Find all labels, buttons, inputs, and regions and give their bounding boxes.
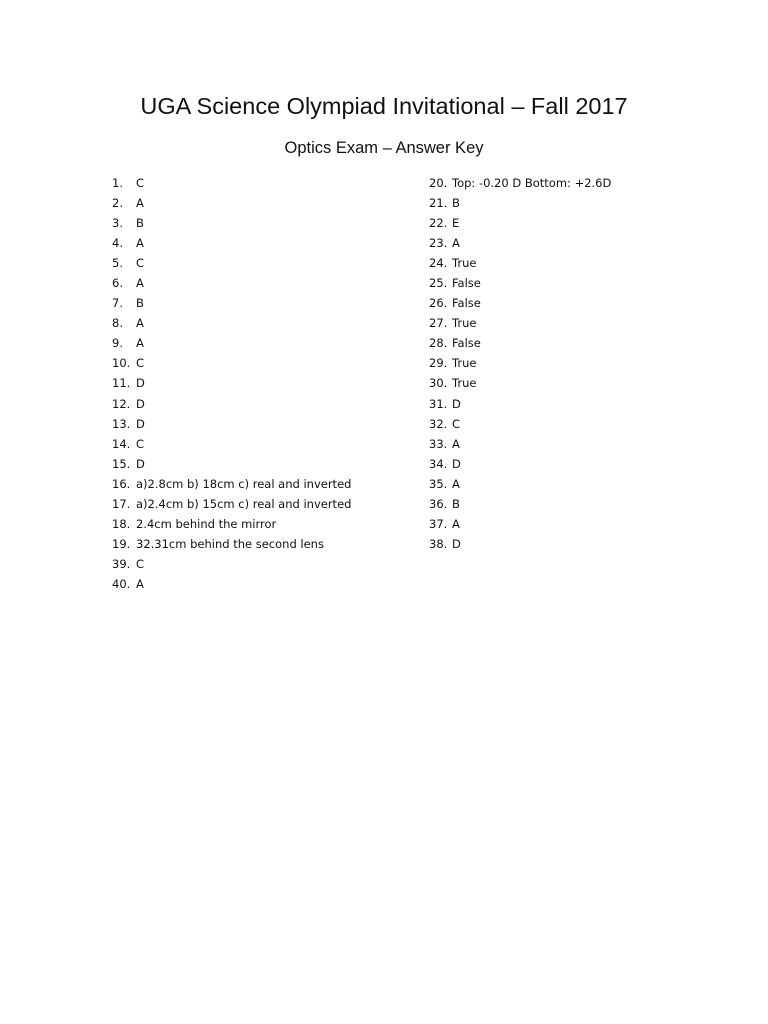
question-number: 21. xyxy=(429,196,448,211)
answer-text: True xyxy=(452,256,477,271)
question-number: 38. xyxy=(429,536,448,551)
answer-text: A xyxy=(452,516,460,531)
answer-text: 2.4cm behind the mirror xyxy=(136,516,277,531)
question-number: 17. xyxy=(112,496,131,511)
answer-text: False xyxy=(452,296,481,311)
question-number: 2. xyxy=(112,196,123,211)
question-number: 5. xyxy=(112,256,123,271)
question-number: 1. xyxy=(112,176,123,190)
question-number: 3. xyxy=(112,216,123,231)
question-number: 36. xyxy=(429,496,448,511)
question-number: 30. xyxy=(429,376,448,391)
answer-text: Top: -0.20 D Bottom: +2.6D xyxy=(452,176,612,190)
question-number: 37. xyxy=(429,516,448,531)
answer-text: B xyxy=(452,496,460,511)
answer-text: A xyxy=(136,196,144,211)
page-title: UGA Science Olympiad Invitational – Fall 2017 xyxy=(140,93,628,119)
question-number: 9. xyxy=(112,336,123,351)
question-number: 15. xyxy=(112,456,131,471)
question-number: 34. xyxy=(429,456,448,471)
question-number: 18. xyxy=(112,516,131,531)
answer-text: 32.31cm behind the second lens xyxy=(136,536,324,551)
answer-text: D xyxy=(136,456,145,471)
answer-text: A xyxy=(136,576,144,591)
answer-text: D xyxy=(136,396,145,411)
answer-text: D xyxy=(452,456,461,471)
answer-text: C xyxy=(136,356,145,371)
answer-text: A xyxy=(452,236,460,251)
question-number: 29. xyxy=(429,356,448,371)
question-number: 22. xyxy=(429,216,448,231)
question-number: 4. xyxy=(112,236,123,251)
question-number: 40. xyxy=(112,576,131,591)
question-number: 6. xyxy=(112,276,123,291)
answer-text: A xyxy=(452,476,460,491)
question-number: 12. xyxy=(112,396,131,411)
question-number: 23. xyxy=(429,236,448,251)
page-subtitle: Optics Exam – Answer Key xyxy=(284,139,484,157)
question-number: 20. xyxy=(429,176,448,190)
answer-text: A xyxy=(136,336,144,351)
question-number: 8. xyxy=(112,316,123,331)
question-number: 32. xyxy=(429,416,448,431)
question-number: 31. xyxy=(429,396,448,411)
question-number: 25. xyxy=(429,276,448,291)
answer-text: C xyxy=(136,436,145,451)
question-number: 19. xyxy=(112,536,131,551)
answer-text: D xyxy=(136,416,145,431)
question-number: 35. xyxy=(429,476,448,491)
question-number: 39. xyxy=(112,556,131,571)
answer-text: A xyxy=(136,276,144,291)
answer-text: True xyxy=(452,356,477,371)
answer-text: a)2.8cm b) 18cm c) real and inverted xyxy=(136,476,352,491)
answer-text: D xyxy=(136,376,145,391)
answer-text: D xyxy=(452,396,461,411)
answer-text: B xyxy=(452,196,460,211)
question-number: 26. xyxy=(429,296,448,311)
answer-text: D xyxy=(452,536,461,551)
answer-text: True xyxy=(452,376,477,391)
question-number: 10. xyxy=(112,356,131,371)
answer-text: a)2.4cm b) 15cm c) real and inverted xyxy=(136,496,352,511)
answer-text: C xyxy=(136,256,145,271)
answer-text: C xyxy=(136,176,145,190)
answer-text: A xyxy=(136,316,144,331)
answer-text: E xyxy=(452,216,460,231)
answer-text: C xyxy=(452,416,461,431)
question-number: 7. xyxy=(112,296,123,311)
question-number: 13. xyxy=(112,416,131,431)
answer-text: B xyxy=(136,216,144,231)
answer-text: A xyxy=(136,236,144,251)
question-number: 28. xyxy=(429,336,448,351)
question-number: 24. xyxy=(429,256,448,271)
answer-text: A xyxy=(452,436,460,451)
question-number: 27. xyxy=(429,316,448,331)
question-number: 16. xyxy=(112,476,131,491)
question-number: 14. xyxy=(112,436,131,451)
question-number: 11. xyxy=(112,376,131,391)
answer-text: B xyxy=(136,296,144,311)
answer-text: True xyxy=(452,316,477,331)
question-number: 33. xyxy=(429,436,448,451)
answer-text: False xyxy=(452,336,481,351)
answer-text: False xyxy=(452,276,481,291)
answer-text: C xyxy=(136,556,145,571)
